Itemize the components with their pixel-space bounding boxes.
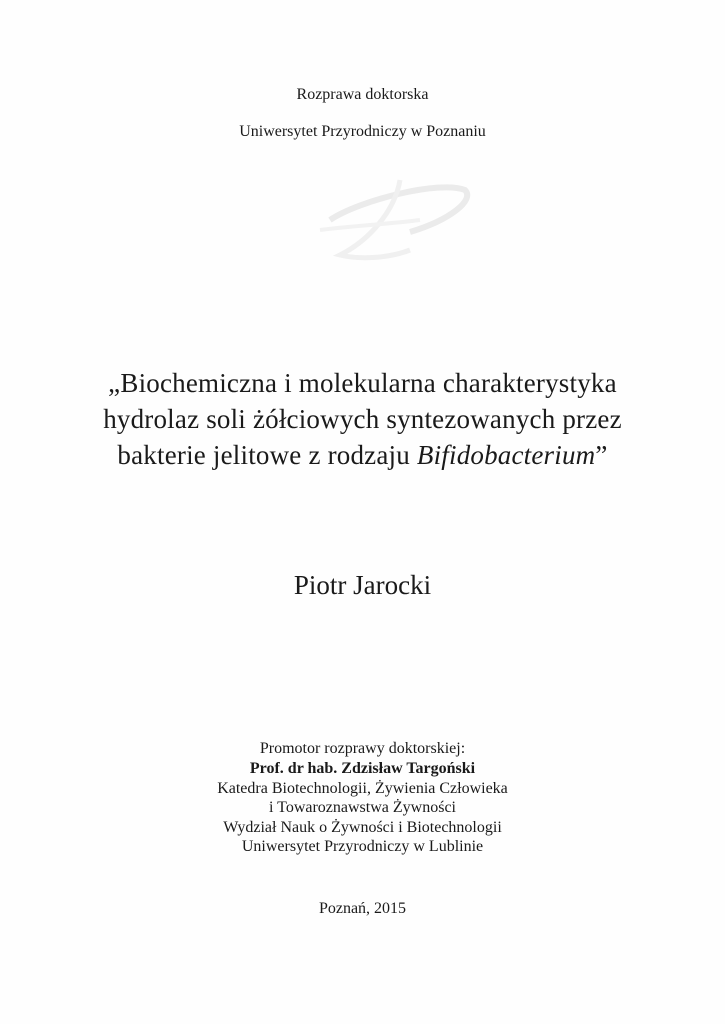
place-and-year: Poznań, 2015 xyxy=(318,900,407,917)
thesis-title-line-3-prefix: bakterie jelitowe z rodzaju xyxy=(117,440,417,470)
promotor-department-line-2: i Towaroznawstwa Żywności xyxy=(269,799,456,816)
thesis-title-line-2: hydrolaz soli żółciowych syntezowanych przez xyxy=(103,404,622,434)
thesis-title-genus: Bifidobacterium xyxy=(416,440,596,470)
thesis-title-line-1: „Biochemiczna i molekularna charakterystyka xyxy=(108,368,617,398)
thesis-title-line-3 xyxy=(0,440,725,471)
promotor-department-line-1: Katedra Biotechnologii, Żywienia Człowieka xyxy=(217,780,508,797)
author-name: Piotr Jarocki xyxy=(293,570,432,600)
promotor-university: Uniwersytet Przyrodniczy w Lublinie xyxy=(241,838,484,855)
promotor-label: Promotor rozprawy doktorskiej: xyxy=(259,740,466,757)
thesis-title-closing-quote: ” xyxy=(595,440,608,470)
university-logo-watermark-icon xyxy=(300,160,480,270)
promotor-name: Prof. dr hab. Zdzisław Targoński xyxy=(249,760,476,777)
university-name: Uniwersytet Przyrodniczy w Poznaniu xyxy=(239,123,486,140)
document-type: Rozprawa doktorska xyxy=(296,86,429,103)
promotor-faculty: Wydział Nauk o Żywności i Biotechnologii xyxy=(223,819,502,836)
